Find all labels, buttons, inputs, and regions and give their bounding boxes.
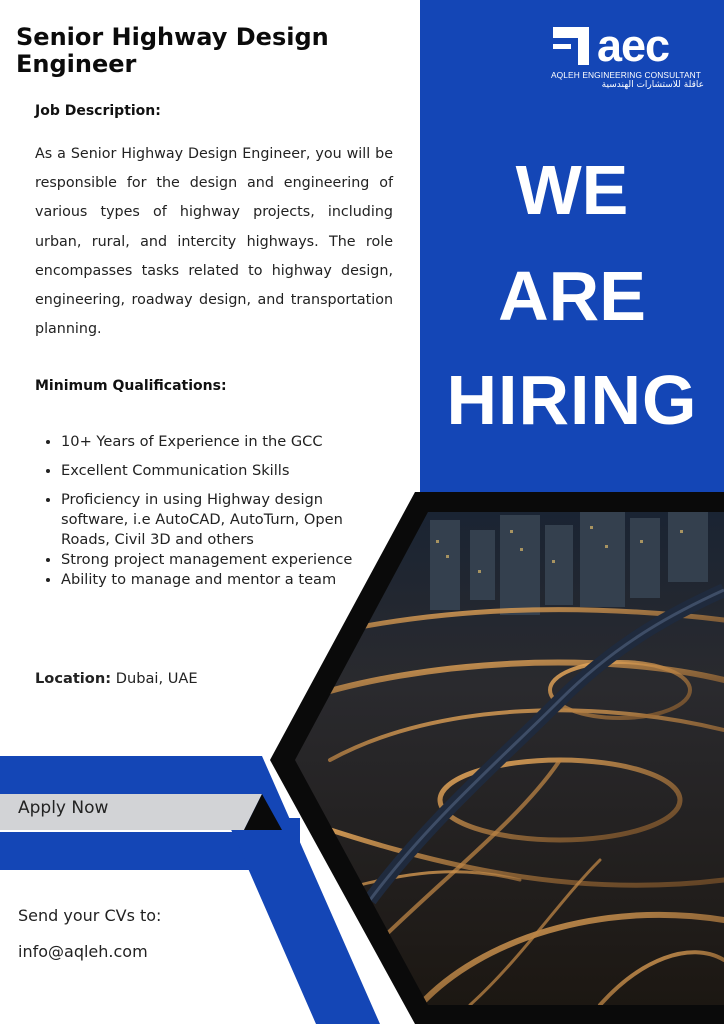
email-link[interactable]: info@aqleh.com: [18, 942, 148, 961]
location: [35, 670, 198, 687]
job-description-heading: Job Description:: [35, 103, 161, 119]
send-cv-label: Send your CVs to:: [18, 906, 162, 925]
logo-company-en: AQLEH ENGINEERING CONSULTANT: [551, 70, 702, 80]
list-item: • Excellent Communication Skills: [61, 461, 381, 481]
job-description-text: As a Senior Highway Design Engineer, you will be responsible for the design and engineering of various types of highway projects, including urban, rural, and intercity highways. The role encompasses tasks related to highway design, engineering, roadway design, and transportation planning.: [35, 146, 393, 338]
hiring-line-are: ARE: [498, 257, 646, 335]
logo-wordmark: aec: [597, 20, 670, 71]
hiring-line-hiring: HIRING: [446, 361, 698, 439]
list-item: • Strong project management experience: [61, 550, 381, 570]
qualifications-heading: Minimum Qualifications:: [35, 378, 227, 394]
list-item: • 10+ Years of Experience in the GCC: [61, 432, 381, 452]
job-title: Senior Highway Design Engineer: [16, 23, 329, 78]
list-item: • Ability to manage and mentor a team: [61, 570, 381, 590]
location-value: Dubai, UAE: [115, 670, 198, 687]
logo-company-ar: عاقلة للاستشارات الهندسية: [601, 80, 704, 90]
location-label: Location:: [35, 670, 112, 687]
qualifications-list: [35, 432, 381, 590]
list-item: • Proficiency in using Highway design software, i.e AutoCAD, AutoTurn, Open Roads, Civil 3D and others: [61, 490, 381, 550]
apply-now-button[interactable]: Apply Now: [18, 798, 109, 818]
hiring-line-we: WE: [515, 151, 629, 229]
